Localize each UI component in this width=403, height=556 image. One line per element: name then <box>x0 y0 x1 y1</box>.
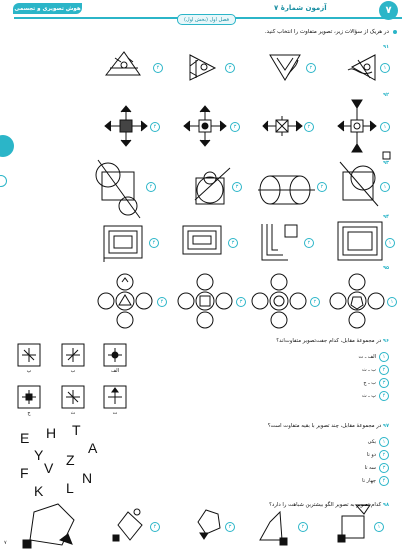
choice-number[interactable]: ۲ <box>379 450 389 460</box>
question-number: ۹۲ <box>383 92 390 98</box>
cell-label: پ <box>26 368 32 374</box>
option-4[interactable]: ۴ <box>157 297 167 307</box>
question-text: در مجموعهٔ مقابل، چند تصویر با بقیه متفاوت است؟ <box>267 423 382 429</box>
option-4[interactable]: ۴ <box>153 63 163 73</box>
q93-fig-3 <box>195 168 230 204</box>
cell-label: ت <box>112 410 118 416</box>
choice-label: ب ـ ج <box>363 380 376 386</box>
q95-fig-1 <box>330 274 384 328</box>
q94-fig-1 <box>338 222 382 260</box>
choice-4[interactable] <box>362 391 389 401</box>
choice-label: سه تا <box>364 465 376 471</box>
option-2[interactable]: ۲ <box>317 182 327 192</box>
question-text: کدام تصویر به تصویر الگو بیشترین شباهت را دارد؟ <box>269 502 382 508</box>
question-number: ۹۱ <box>383 44 390 50</box>
cell-label: ث <box>70 410 76 416</box>
option-1[interactable]: ۱ <box>380 122 390 132</box>
page-number: ۷ <box>4 540 7 546</box>
option-2[interactable]: ۲ <box>304 122 314 132</box>
q98-pattern <box>23 504 74 548</box>
question-number: ۹۳ <box>383 160 390 166</box>
option-3[interactable]: ۳ <box>225 63 235 73</box>
choice-number[interactable]: ۴ <box>379 476 389 486</box>
q91-fig-3 <box>190 55 215 80</box>
choice-2[interactable] <box>362 365 389 375</box>
choice-number[interactable]: ۱ <box>379 352 389 362</box>
choice-1[interactable] <box>359 352 389 362</box>
choice-label: پ ـ ث <box>361 393 376 399</box>
section-tag: هوش تصویری و تجسمی <box>13 3 82 14</box>
q94-fig-2 <box>262 224 297 260</box>
option-1[interactable]: ۱ <box>380 182 390 192</box>
choice-1[interactable] <box>368 437 389 447</box>
letter: T <box>72 422 81 438</box>
q92-fig-2 <box>263 116 302 136</box>
question-number: ۹۴ <box>383 214 390 220</box>
choice-2[interactable] <box>367 450 389 460</box>
q94-fig-3 <box>183 226 221 254</box>
cell-label: الف <box>110 368 120 374</box>
choice-number[interactable]: ۱ <box>379 437 389 447</box>
option-2[interactable]: ۲ <box>298 522 308 532</box>
option-4[interactable]: ۴ <box>150 122 160 132</box>
cell-label: ج <box>27 410 31 416</box>
letter: E <box>20 430 30 446</box>
q95-fig-2 <box>252 274 306 328</box>
letter: V <box>44 460 54 476</box>
section-subheader: فصل اول (بخش اول) <box>177 14 236 25</box>
choice-3[interactable] <box>365 463 389 473</box>
q93-fig-4 <box>96 160 140 218</box>
q98-fig-3 <box>198 510 220 539</box>
q91-fig-1 <box>348 55 375 80</box>
option-1[interactable]: ۱ <box>380 63 390 73</box>
option-2[interactable]: ۲ <box>310 297 320 307</box>
q94-fig-4 <box>104 226 142 262</box>
q98-fig-1 <box>338 505 370 542</box>
q95-fig-4 <box>98 274 152 328</box>
exam-number-badge: ۷ <box>379 1 398 20</box>
letter: N <box>82 470 93 486</box>
question-number: ۹۵ <box>383 265 390 271</box>
instruction-text: در هریک از سؤالات زیر، تصویر متفاوت را انتخاب کنید. <box>264 29 389 35</box>
option-2[interactable]: ۲ <box>306 63 316 73</box>
q98-fig-4 <box>113 509 142 541</box>
choice-label: ب ـ ث <box>361 367 376 373</box>
letter: H <box>46 425 57 441</box>
option-3[interactable]: ۳ <box>236 297 246 307</box>
q93-fig-1 <box>340 162 378 206</box>
q91-fig-4 <box>106 52 140 75</box>
option-3[interactable]: ۳ <box>232 182 242 192</box>
q96-grid <box>18 344 126 408</box>
letter: Z <box>66 452 75 468</box>
q93-fig-2 <box>258 176 315 204</box>
option-1[interactable]: ۱ <box>387 297 397 307</box>
letter: K <box>34 483 44 499</box>
choice-label: دو تا <box>366 452 376 458</box>
choice-number[interactable]: ۲ <box>379 365 389 375</box>
option-1[interactable]: ۱ <box>385 238 395 248</box>
letter: A <box>88 440 98 456</box>
question-98 <box>169 502 389 508</box>
letter: F <box>20 465 29 481</box>
choice-3[interactable] <box>363 378 389 388</box>
q92-fig-3 <box>184 106 226 146</box>
choice-number[interactable]: ۳ <box>379 463 389 473</box>
choice-number[interactable]: ۳ <box>379 378 389 388</box>
question-96 <box>169 338 389 344</box>
question-text: در مجموعهٔ مقابل، کدام جفت‌تصویر متفاوت‌اند؟ <box>276 338 382 344</box>
q98-fig-2 <box>260 512 287 545</box>
option-4[interactable]: ۴ <box>150 522 160 532</box>
q95-fig-3 <box>178 274 232 328</box>
choice-4[interactable] <box>362 476 389 486</box>
option-3[interactable]: ۳ <box>225 522 235 532</box>
q91-fig-2 <box>270 55 300 80</box>
choice-number[interactable]: ۴ <box>379 391 389 401</box>
choice-label: چهار تا <box>362 478 376 484</box>
option-2[interactable]: ۲ <box>304 238 314 248</box>
option-3[interactable]: ۳ <box>230 122 240 132</box>
option-1[interactable]: ۱ <box>374 522 384 532</box>
q92-fig-4 <box>105 106 147 146</box>
question-number: ۹۸ <box>382 502 389 508</box>
letter: L <box>66 480 74 496</box>
option-3[interactable]: ۳ <box>228 238 238 248</box>
exam-title: آزمون شمارهٔ ۷ <box>274 4 327 12</box>
question-number: ۹۷ <box>382 423 389 429</box>
choice-label: الف ـ ت <box>358 354 376 360</box>
question-97 <box>169 423 389 429</box>
option-4[interactable]: ۴ <box>146 182 156 192</box>
letter: Y <box>34 447 44 463</box>
cell-label: ب <box>70 368 76 374</box>
question-number: ۹۶ <box>382 338 389 344</box>
choice-label: یکی <box>367 439 376 445</box>
option-4[interactable]: ۴ <box>149 238 159 248</box>
